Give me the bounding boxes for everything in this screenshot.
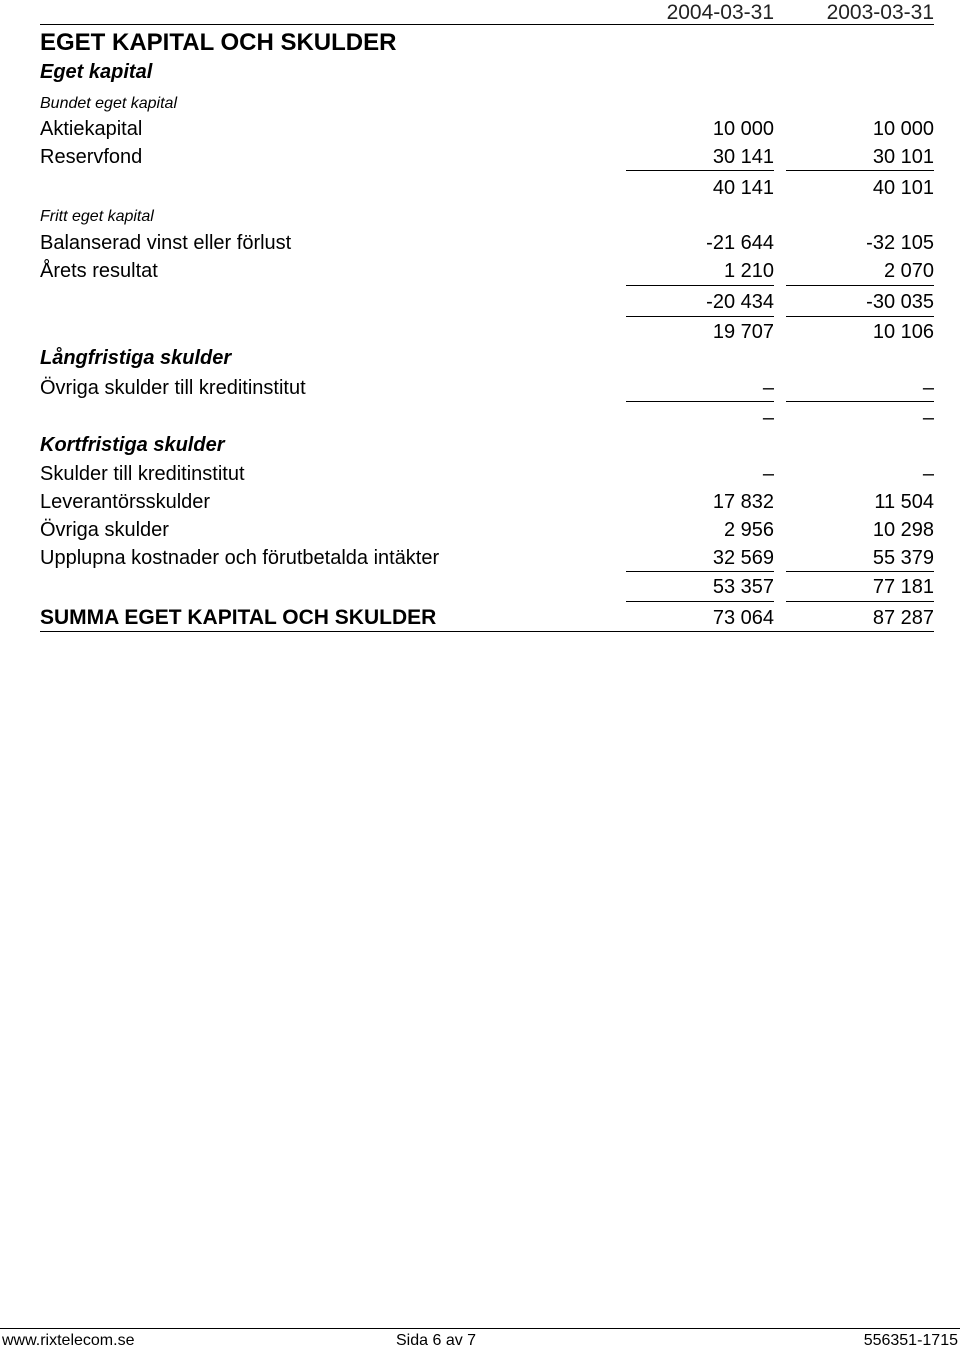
subtotal-rule [786, 571, 934, 572]
leverantorsskulder-label: Leverantörsskulder [40, 491, 211, 513]
reservfond-2003: 30 101 [872, 146, 934, 168]
eget-kapital-total-2003: 10 106 [872, 321, 934, 343]
skulder-kreditinstitut-2004: – [762, 463, 774, 485]
subtotal-rule [626, 316, 774, 317]
subtotal-rule [786, 601, 934, 602]
summa-2004: 73 064 [712, 607, 774, 629]
subtotal-rule [786, 316, 934, 317]
balanserad-2004: -21 644 [706, 232, 774, 254]
fritt-sum-2004: -20 434 [706, 291, 774, 313]
header-rule [40, 24, 934, 25]
column-header-2003: 2003-03-31 [826, 1, 934, 24]
footer-rule [0, 1328, 960, 1329]
langfristiga-skulder-heading: Långfristiga skulder [40, 347, 232, 369]
arets-resultat-2003: 2 070 [883, 260, 934, 282]
bundet-sum-2004: 40 141 [712, 177, 774, 199]
column-header-2004: 2004-03-31 [666, 1, 774, 24]
total-rule [40, 631, 934, 632]
ovriga-skulder-2003: 10 298 [872, 519, 934, 541]
footer-website: www.rixtelecom.se [2, 1332, 135, 1349]
subtotal-rule [626, 401, 774, 402]
langfristiga-sum-2004: – [762, 407, 774, 429]
kortfristiga-sum-2003: 77 181 [872, 576, 934, 598]
langfristiga-sum-2003: – [922, 407, 934, 429]
skulder-kreditinstitut-2003: – [922, 463, 934, 485]
kortfristiga-skulder-heading: Kortfristiga skulder [40, 434, 225, 456]
aktiekapital-label: Aktiekapital [40, 118, 143, 140]
upplupna-2004: 32 569 [712, 547, 774, 569]
balanserad-label: Balanserad vinst eller förlust [40, 232, 292, 254]
subtotal-rule [786, 285, 934, 286]
subtotal-rule [626, 601, 774, 602]
upplupna-2003: 55 379 [872, 547, 934, 569]
summa-label: SUMMA EGET KAPITAL OCH SKULDER [40, 606, 437, 629]
eget-kapital-heading: Eget kapital [40, 61, 153, 83]
ovriga-skulder-label: Övriga skulder [40, 519, 169, 541]
ovriga-kreditinstitut-2003: – [922, 377, 934, 399]
eget-kapital-total-2004: 19 707 [712, 321, 774, 343]
bundet-eget-kapital-heading: Bundet eget kapital [40, 95, 177, 112]
ovriga-skulder-2004: 2 956 [723, 519, 774, 541]
section-title: EGET KAPITAL OCH SKULDER [40, 29, 397, 56]
fritt-eget-kapital-heading: Fritt eget kapital [40, 208, 154, 225]
summa-2003: 87 287 [872, 607, 934, 629]
subtotal-rule [626, 170, 774, 171]
arets-resultat-label: Årets resultat [40, 260, 158, 282]
reservfond-2004: 30 141 [712, 146, 774, 168]
leverantorsskulder-2004: 17 832 [712, 491, 774, 513]
arets-resultat-2004: 1 210 [723, 260, 774, 282]
aktiekapital-2004: 10 000 [712, 118, 774, 140]
footer-org-number: 556351-1715 [863, 1332, 958, 1349]
subtotal-rule [626, 285, 774, 286]
skulder-kreditinstitut-label: Skulder till kreditinstitut [40, 463, 245, 485]
footer-page-number: Sida 6 av 7 [396, 1332, 477, 1349]
bundet-sum-2003: 40 101 [872, 177, 934, 199]
ovriga-kreditinstitut-label: Övriga skulder till kreditinstitut [40, 377, 306, 399]
reservfond-label: Reservfond [40, 146, 143, 168]
fritt-sum-2003: -30 035 [866, 291, 934, 313]
ovriga-kreditinstitut-2004: – [762, 377, 774, 399]
aktiekapital-2003: 10 000 [872, 118, 934, 140]
upplupna-label: Upplupna kostnader och förutbetalda intäkter [40, 547, 440, 569]
balanserad-2003: -32 105 [866, 232, 934, 254]
leverantorsskulder-2003: 11 504 [874, 491, 934, 513]
kortfristiga-sum-2004: 53 357 [712, 576, 774, 598]
subtotal-rule [626, 571, 774, 572]
subtotal-rule [786, 401, 934, 402]
subtotal-rule [786, 170, 934, 171]
